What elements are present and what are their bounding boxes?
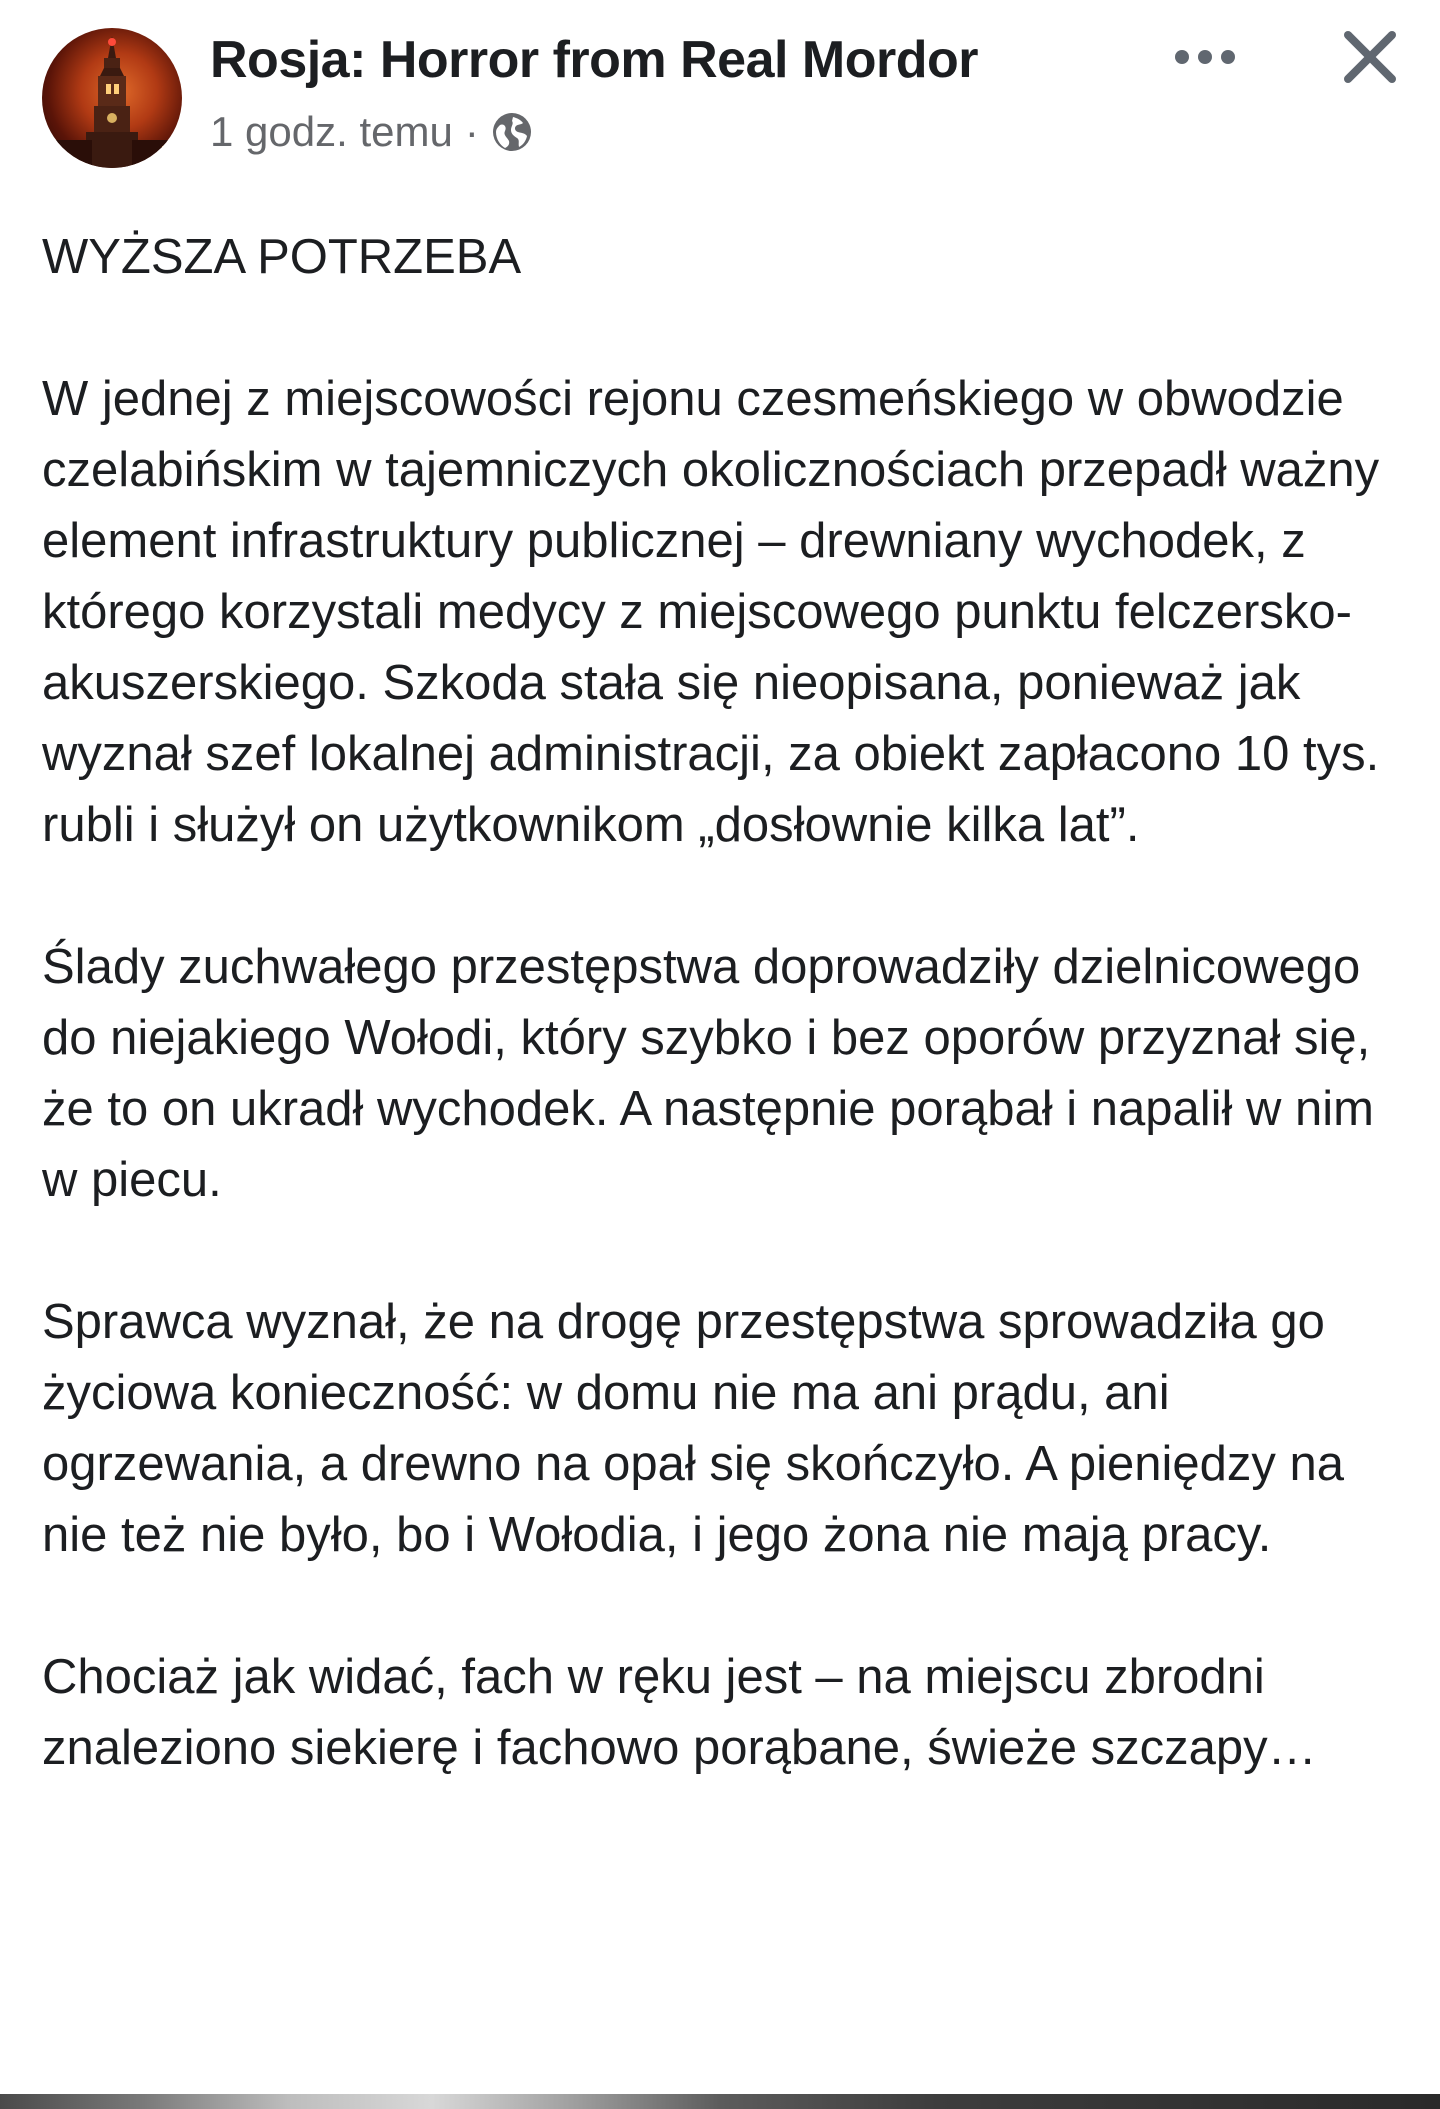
page-name[interactable]: Rosja: Horror from Real Mordor	[210, 31, 978, 89]
close-button[interactable]	[1335, 22, 1405, 92]
attached-image-preview[interactable]	[0, 2094, 1440, 2109]
post-header	[0, 0, 1440, 190]
more-options-button[interactable]	[1170, 30, 1240, 84]
post-paragraph-2: Ślady zuchwałego przestępstwa doprowadziły dzielnicowego do niejakiego Wołodi, który szybko i bez oporów przyznał się, że to on ukradł wychodek. A następnie porąbał i napalił w nim w piecu.	[42, 940, 1374, 1207]
page-avatar[interactable]	[42, 28, 182, 168]
more-options-icon	[1174, 49, 1236, 65]
meta-separator: ·	[464, 108, 479, 155]
close-icon	[1342, 29, 1398, 85]
post-time[interactable]: 1 godz. temu	[210, 108, 453, 155]
post-paragraph-1: W jednej z miejscowości rejonu czesmeńskiego w obwodzie czelabińskim w tajemniczych okolicznościach przepadł ważny element infrastruktury publicznej – drewniany wychodek, z którego korzystali medycy z miejscowego punktu felczersko-akuszerskiego. Szkoda stała się nieopisana, ponieważ jak wyznał szef lokalnej administracji, za obiekt zapłacono 10 tys. rubli i służył on użytkownikom „dosłownie kilka lat”.	[42, 372, 1380, 852]
post-body	[42, 222, 1402, 1855]
post-title: WYŻSZA POTRZEBA	[42, 230, 522, 284]
post-paragraph-4: Chociaż jak widać, fach w ręku jest – na miejscu zbrodni znaleziono siekierę i fachowo porąbane, świeże szczapy…	[42, 1650, 1317, 1775]
post-paragraph-3: Sprawca wyznał, że na drogę przestępstwa sprowadziła go życiowa konieczność: w domu nie ma ani prądu, ani ogrzewania, a drewno na opał się skończyło. A pieniędzy na nie też nie było, bo i Wołodia, i jego żona nie mają pracy.	[42, 1295, 1345, 1562]
kremlin-tower-icon	[42, 28, 182, 168]
post-meta	[210, 108, 533, 156]
globe-icon[interactable]	[491, 111, 533, 153]
